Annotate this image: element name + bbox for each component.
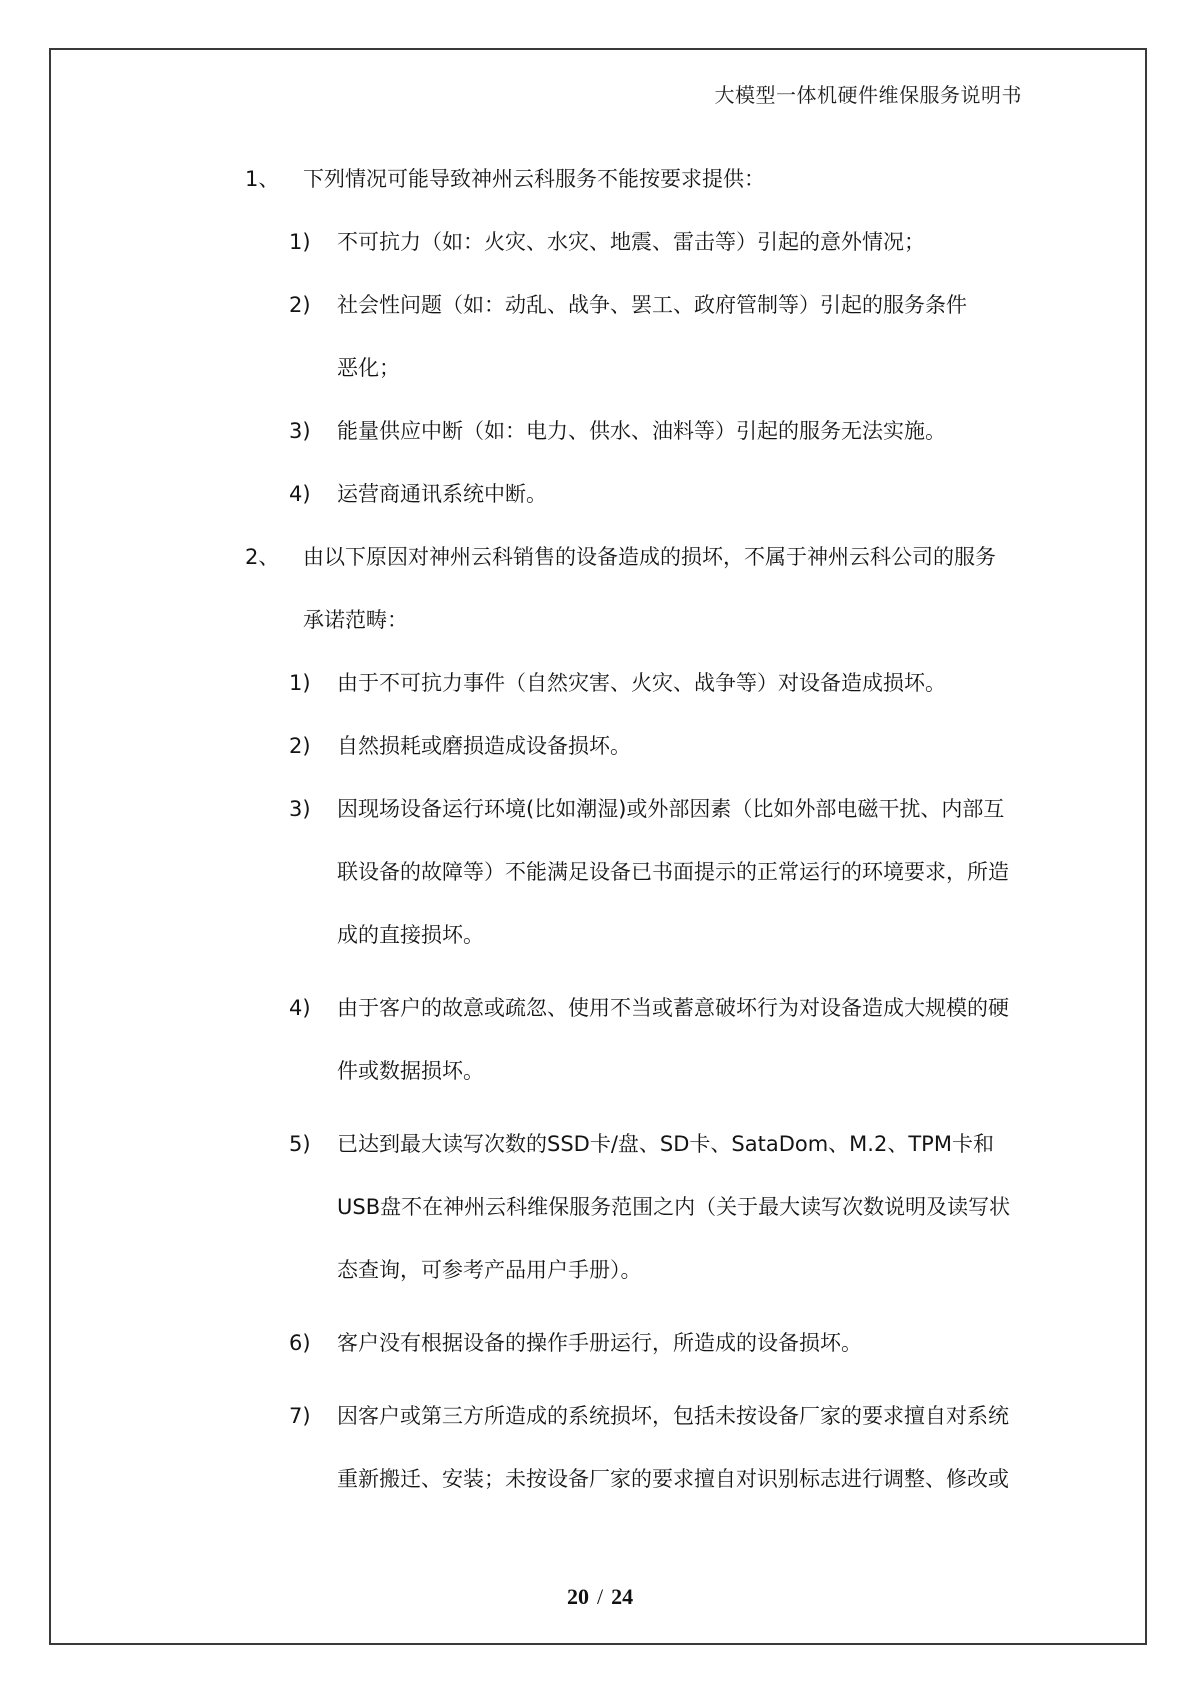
item-text bbox=[337, 715, 1013, 778]
sub-item-list bbox=[0, 211, 1200, 526]
section-text bbox=[303, 148, 1015, 211]
text-line: 承诺范畴： bbox=[303, 608, 408, 632]
list-item bbox=[0, 1312, 1200, 1375]
list-item bbox=[0, 463, 1200, 526]
item-text bbox=[337, 211, 1013, 274]
item-text bbox=[337, 977, 1013, 1103]
list-item bbox=[0, 652, 1200, 715]
page-footer bbox=[0, 1584, 1200, 1610]
text-line: 重新搬迁、安装；未按设备厂家的要求擅自对识别标志进行调整、修改或 bbox=[337, 1467, 1009, 1491]
text-line: 运营商通讯系统中断。 bbox=[337, 482, 547, 506]
text-line: 自然损耗或磨损造成设备损坏。 bbox=[337, 734, 631, 758]
text-line: 客户没有根据设备的操作手册运行，所造成的设备损坏。 bbox=[337, 1331, 862, 1355]
page-header bbox=[715, 84, 1023, 108]
item-text bbox=[337, 463, 1013, 526]
section-heading-row bbox=[0, 148, 1200, 211]
item-number: 2) bbox=[289, 734, 311, 758]
text-line: 由于客户的故意或疏忽、使用不当或蓄意破坏行为对设备造成大规模的硬 bbox=[337, 996, 1009, 1020]
list-item bbox=[0, 211, 1200, 274]
text-line: 成的直接损坏。 bbox=[337, 923, 484, 947]
list-item bbox=[0, 977, 1200, 1103]
sub-item-list bbox=[0, 652, 1200, 1511]
text-line: 由以下原因对神州云科销售的设备造成的损坏，不属于神州云科公司的服务 bbox=[303, 545, 996, 569]
list-item bbox=[0, 274, 1200, 400]
item-number: 7) bbox=[289, 1404, 311, 1428]
text-line: 因现场设备运行环境(比如潮湿)或外部因素（比如外部电磁干扰、内部互 bbox=[337, 797, 1005, 821]
item-text bbox=[337, 400, 1013, 463]
page-number-current: 20 bbox=[566, 1584, 589, 1609]
text-line: 由于不可抗力事件（自然灾害、火灾、战争等）对设备造成损坏。 bbox=[337, 671, 946, 695]
item-number: 3) bbox=[289, 797, 311, 821]
text-line: 已达到最大读写次数的SSD卡/盘、SD卡、SataDom、M.2、TPM卡和 bbox=[337, 1132, 994, 1156]
header-title: 大模型一体机硬件维保服务说明书 bbox=[714, 85, 1022, 107]
page-number-total: 24 bbox=[611, 1584, 634, 1609]
text-line: 联设备的故障等）不能满足设备已书面提示的正常运行的环境要求，所造 bbox=[337, 860, 1009, 884]
document-body bbox=[0, 148, 1200, 1511]
document-section bbox=[0, 526, 1200, 1511]
text-line: 能量供应中断（如：电力、供水、油料等）引起的服务无法实施。 bbox=[337, 419, 946, 443]
list-item bbox=[0, 1113, 1200, 1302]
text-line: 件或数据损坏。 bbox=[337, 1059, 484, 1083]
item-text bbox=[337, 652, 1013, 715]
item-text bbox=[337, 1113, 1013, 1302]
item-number: 3) bbox=[289, 419, 311, 443]
list-item bbox=[0, 778, 1200, 967]
list-item bbox=[0, 715, 1200, 778]
text-line: USB盘不在神州云科维保服务范围之内（关于最大读写次数说明及读写状 bbox=[337, 1195, 1011, 1219]
item-text bbox=[337, 778, 1013, 967]
item-number: 1) bbox=[289, 671, 311, 695]
list-item bbox=[0, 400, 1200, 463]
item-number: 1) bbox=[289, 230, 311, 254]
text-line: 下列情况可能导致神州云科服务不能按要求提供： bbox=[303, 167, 765, 191]
item-text bbox=[337, 1385, 1013, 1511]
text-line: 不可抗力（如：火灾、水灾、地震、雷击等）引起的意外情况； bbox=[337, 230, 925, 254]
section-text bbox=[303, 526, 1015, 652]
item-number: 5) bbox=[289, 1132, 311, 1156]
document-section bbox=[0, 148, 1200, 526]
list-item bbox=[0, 1385, 1200, 1511]
section-heading-row bbox=[0, 526, 1200, 652]
item-number: 2) bbox=[289, 293, 311, 317]
item-number: 4) bbox=[289, 482, 311, 506]
text-line: 因客户或第三方所造成的系统损坏，包括未按设备厂家的要求擅自对系统 bbox=[337, 1404, 1009, 1428]
section-number: 1、 bbox=[245, 167, 280, 191]
text-line: 态查询，可参考产品用户手册）。 bbox=[337, 1258, 642, 1282]
item-text bbox=[337, 274, 1013, 400]
text-line: 恶化； bbox=[337, 356, 400, 380]
text-line: 社会性问题（如：动乱、战争、罢工、政府管制等）引起的服务条件 bbox=[337, 293, 967, 317]
page-number-separator: / bbox=[596, 1584, 604, 1609]
item-number: 6) bbox=[289, 1331, 311, 1355]
item-text bbox=[337, 1312, 1013, 1375]
item-number: 4) bbox=[289, 996, 311, 1020]
section-number: 2、 bbox=[245, 545, 280, 569]
